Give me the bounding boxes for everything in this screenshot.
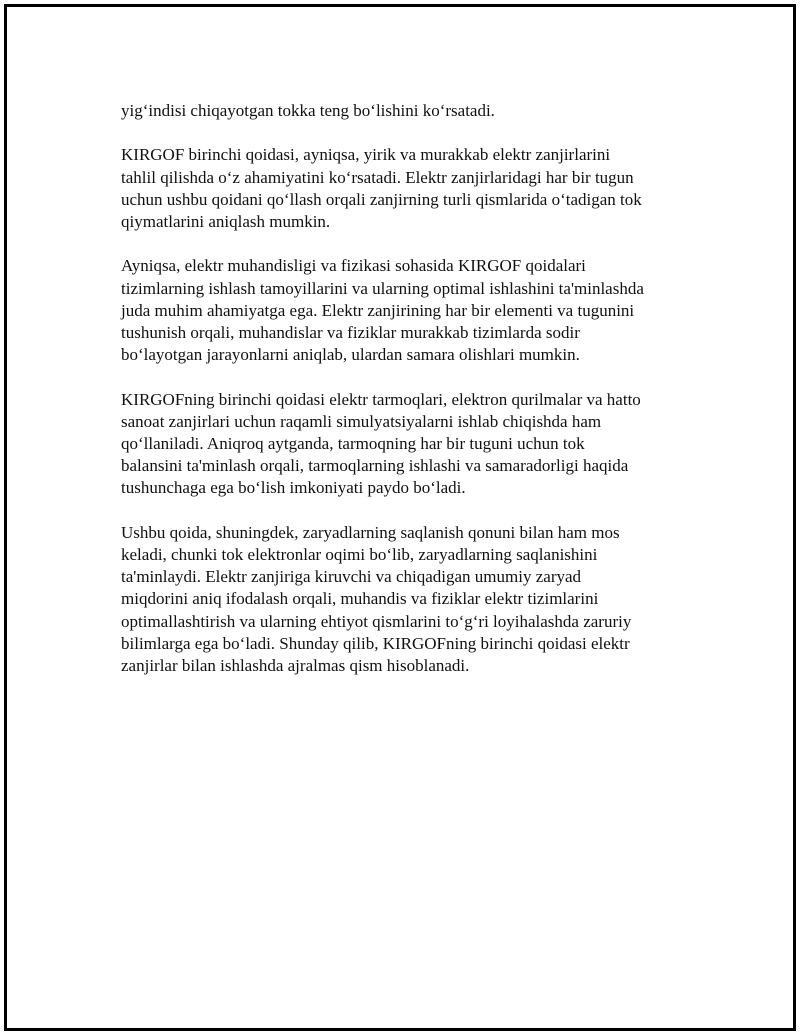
text-line: qiymatlarini aniqlash mumkin.: [121, 212, 331, 231]
text-line: sanoat zanjirlari uchun raqamli simulyatsiyalarni ishlab chiqishda ham: [121, 411, 602, 431]
text-line: Ushbu qoida, shuningdek, zaryadlarning saqlanish qonuni bilan ham mos: [121, 522, 620, 542]
text-line: juda muhim ahamiyatga ega. Elektr zanjirining har bir elementi va tugunini: [121, 300, 635, 320]
text-line: yig‘indisi chiqayotgan tokka teng bo‘lishini ko‘rsatadi.: [121, 101, 495, 120]
text-line: KIRGOFning birinchi qoidasi elektr tarmoqlari, elektron qurilmalar va hatto: [121, 389, 641, 409]
paragraph-1: [121, 100, 711, 122]
document-body: [121, 100, 711, 699]
text-line: Ayniqsa, elektr muhandisligi va fizikasi sohasida KIRGOF qoidalari: [121, 256, 586, 276]
paragraph-4: [121, 389, 711, 500]
text-line: bo‘layotgan jarayonlarni aniqlab, ulardan samara olishlari mumkin.: [121, 345, 580, 365]
text-line: bilimlarga ega bo‘ladi. Shunday qilib, KIRGOFning birinchi qoidasi elektr: [121, 633, 630, 653]
page-frame: [4, 4, 796, 1031]
text-line: zanjirlar bilan ishlashda ajralmas qism hisoblanadi.: [121, 656, 470, 676]
text-line: ta'minlaydi. Elektr zanjiriga kiruvchi va chiqadigan umumiy zaryad: [121, 567, 582, 587]
text-line: optimallashtirish va ularning ehtiyot qismlarini to‘g‘ri loyihalashda zaruriy: [121, 611, 632, 631]
text-line: tahlil qilishda o‘z ahamiyatini ko‘rsatadi. Elektr zanjirlaridagi har bir tugun: [121, 167, 634, 187]
text-line: KIRGOF birinchi qoidasi, ayniqsa, yirik va murakkab elektr zanjirlarini: [121, 145, 611, 165]
paragraph-5: [121, 522, 711, 677]
text-line: uchun ushbu qoidani qo‘llash orqali zanjirning turli qismlarida o‘tadigan tok: [121, 189, 642, 209]
text-line: tushunish orqali, muhandislar va fiziklar murakkab tizimlarda sodir: [121, 323, 580, 342]
text-line: tushunchaga ega bo‘lish imkoniyati paydo bo‘ladi.: [121, 478, 466, 498]
text-line: tizimlarning ishlash tamoyillarini va ularning optimal ishlashini ta'minlashda: [121, 278, 644, 298]
paragraph-3: [121, 255, 711, 366]
text-line: qo‘llaniladi. Aniqroq aytganda, tarmoqning har bir tuguni uchun tok: [121, 434, 585, 453]
text-line: miqdorini aniq ifodalash orqali, muhandis va fiziklar elektr tizimlarini: [121, 589, 599, 609]
text-line: balansini ta'minlash orqali, tarmoqlarning ishlashi va samaradorligi haqida: [121, 456, 629, 476]
text-line: keladi, chunki tok elektronlar oqimi bo‘lib, zaryadlarning saqlanishini: [121, 545, 598, 564]
paragraph-2: [121, 144, 711, 233]
